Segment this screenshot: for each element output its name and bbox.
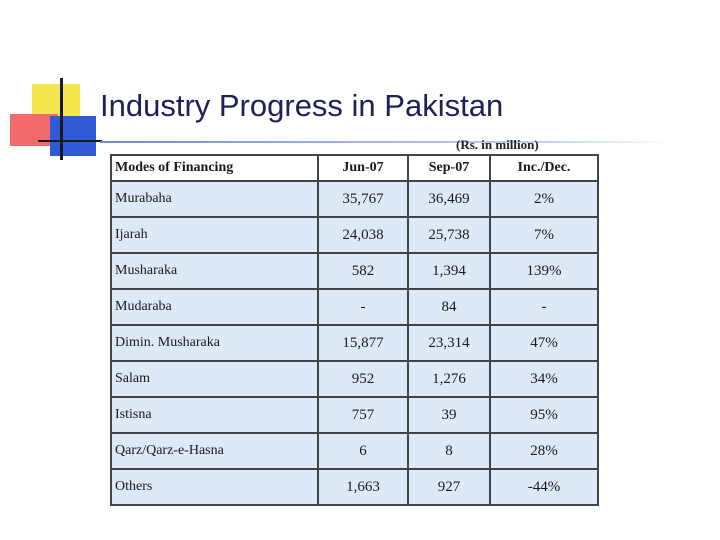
jun07-cell: 757 [318, 397, 408, 433]
jun07-cell: 24,038 [318, 217, 408, 253]
decor-blue-square [50, 116, 96, 156]
sep07-cell: 23,314 [408, 325, 490, 361]
mode-cell: Murabaha [111, 181, 318, 217]
mode-cell: Others [111, 469, 318, 505]
sep07-cell: 1,394 [408, 253, 490, 289]
jun07-cell: 1,663 [318, 469, 408, 505]
slide-title: Industry Progress in Pakistan [100, 88, 504, 123]
jun07-cell: 952 [318, 361, 408, 397]
incdec-cell: 28% [490, 433, 598, 469]
sep07-cell: 927 [408, 469, 490, 505]
sep07-cell: 25,738 [408, 217, 490, 253]
sep07-cell: 1,276 [408, 361, 490, 397]
incdec-cell: 47% [490, 325, 598, 361]
table-row [111, 181, 598, 217]
mode-cell: Istisna [111, 397, 318, 433]
table-row [111, 325, 598, 361]
incdec-cell: 2% [490, 181, 598, 217]
jun07-cell: 6 [318, 433, 408, 469]
incdec-cell: -44% [490, 469, 598, 505]
unit-note: (Rs. in million) [456, 137, 539, 152]
decor-horizontal-line [38, 140, 102, 142]
table-row [111, 433, 598, 469]
sep07-cell: 39 [408, 397, 490, 433]
table-row [111, 253, 598, 289]
financing-table [110, 154, 599, 506]
mode-cell: Salam [111, 361, 318, 397]
mode-cell: Dimin. Musharaka [111, 325, 318, 361]
table-row [111, 289, 598, 325]
sep07-cell: 8 [408, 433, 490, 469]
mode-cell: Mudaraba [111, 289, 318, 325]
header-jun07: Jun-07 [318, 155, 408, 181]
header-sep07: Sep-07 [408, 155, 490, 181]
table-header-row [111, 155, 598, 181]
incdec-cell: 7% [490, 217, 598, 253]
decor-vertical-line [60, 78, 63, 160]
header-modes: Modes of Financing [111, 155, 318, 181]
table-row [111, 217, 598, 253]
mode-cell: Musharaka [111, 253, 318, 289]
incdec-cell: - [490, 289, 598, 325]
table-row [111, 361, 598, 397]
jun07-cell: - [318, 289, 408, 325]
jun07-cell: 35,767 [318, 181, 408, 217]
title-underline [100, 141, 670, 143]
mode-cell: Ijarah [111, 217, 318, 253]
sep07-cell: 84 [408, 289, 490, 325]
incdec-cell: 139% [490, 253, 598, 289]
incdec-cell: 95% [490, 397, 598, 433]
mode-cell: Qarz/Qarz-e-Hasna [111, 433, 318, 469]
table-row [111, 469, 598, 505]
header-incdec: Inc./Dec. [490, 155, 598, 181]
incdec-cell: 34% [490, 361, 598, 397]
table-row [111, 397, 598, 433]
jun07-cell: 582 [318, 253, 408, 289]
jun07-cell: 15,877 [318, 325, 408, 361]
sep07-cell: 36,469 [408, 181, 490, 217]
